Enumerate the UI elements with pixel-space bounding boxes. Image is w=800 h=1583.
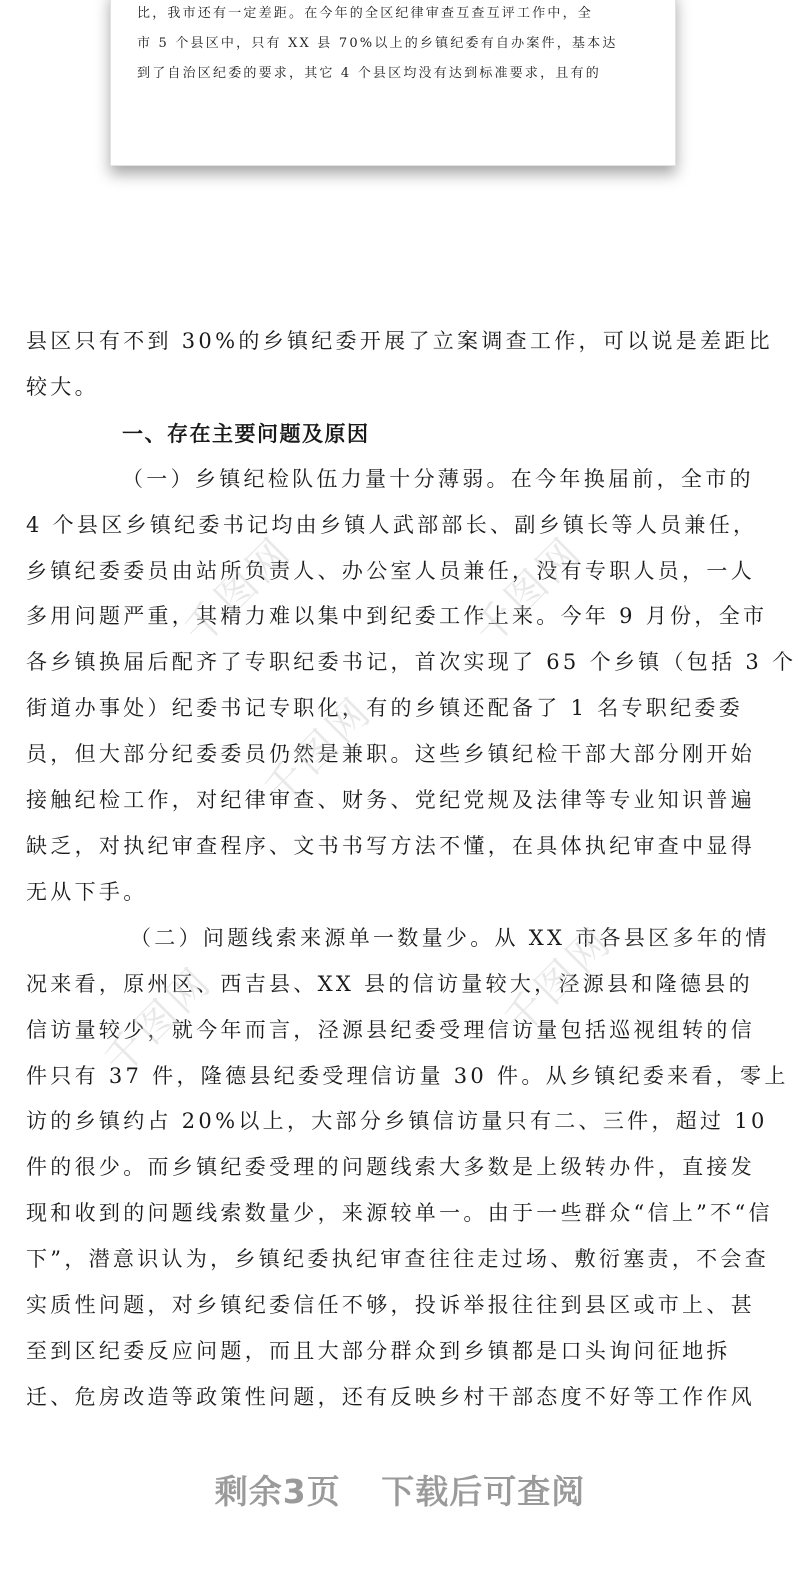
text-line: 接触纪检工作，对纪律审查、财务、党纪党规及法律等专业知识普遍: [26, 788, 755, 813]
text-line: 迁、危房改造等政策性问题，还有反映乡村干部态度不好等工作作风: [26, 1384, 755, 1409]
text-line: （二）问题线索来源单一数量少。从 XX 市各县区多年的情: [130, 925, 770, 950]
download-to-view-label: 下载后可查阅: [381, 1472, 586, 1511]
watermark: 千图网: [175, 528, 302, 654]
text-line: 现和收到的问题线索数量少，来源较单一。由于一些群众“信上”不“信: [26, 1201, 773, 1226]
section-heading: 一、存在主要问题及原因: [122, 420, 370, 446]
text-line: 件只有 37 件，隆德县纪委受理信访量 30 件。从乡镇纪委来看，零上: [26, 1063, 789, 1088]
preview-line: 市 5 个县区中，只有 XX 县 70%以上的乡镇纪委有自办案件，基本达: [137, 36, 618, 51]
text-line: 无从下手。: [26, 879, 148, 904]
text-line: （一）乡镇纪检队伍力量十分薄弱。在今年换届前，全市的: [122, 466, 754, 491]
document-body: [26, 319, 797, 1421]
watermark: 千图网: [255, 688, 382, 814]
remaining-pages-label: 剩余3页: [214, 1472, 341, 1511]
text-line: 员，但大部分纪委委员仍然是兼职。这些乡镇纪检干部大部分刚开始: [26, 742, 755, 767]
text-line: 街道办事处）纪委书记专职化，有的乡镇还配备了 1 名专职纪委委: [26, 696, 744, 721]
text-line: 下”，潜意识认为，乡镇纪委执纪审查往往走过场、敷衍塞责，不会查: [26, 1247, 770, 1272]
text-line: 实质性问题，对乡镇纪委信任不够，投诉举报往往到县区或市上、甚: [26, 1293, 755, 1318]
watermark: 千图网: [495, 918, 622, 1044]
text-line: 各乡镇换届后配齐了专职纪委书记，首次实现了 65 个乡镇（包括 3 个: [26, 650, 797, 675]
text-line: 较大。: [26, 374, 99, 399]
text-line: 件的很少。而乡镇纪委受理的问题线索大多数是上级转办件，直接发: [26, 1155, 755, 1180]
previous-page-preview: [110, 0, 676, 166]
text-line: 县区只有不到 30%的乡镇纪委开展了立案调查工作，可以说是差距比: [26, 329, 773, 353]
preview-line: 比，我市还有一定差距。在今年的全区纪律审查互查互评工作中，全: [137, 6, 594, 21]
watermark: 千图网: [465, 528, 592, 654]
text-line: 至到区纪委反应问题，而且大部分群众到乡镇都是口头询问征地拆: [26, 1338, 731, 1363]
text-line: 缺乏，对执纪审查程序、文书书写方法不懂，在具体执纪审查中显得: [26, 833, 755, 858]
text-line: 4 个县区乡镇纪委书记均由乡镇人武部部长、副乡镇长等人员兼任，: [26, 512, 758, 537]
watermark: 千图网: [95, 958, 222, 1084]
preview-line: 到了自治区纪委的要求，其它 4 个县区均没有达到标准要求，且有的: [137, 66, 601, 81]
text-line: 信访量较少，就今年而言，泾源县纪委受理信访量包括巡视组转的信: [26, 1017, 755, 1042]
text-line: 况来看，原州区、西吉县、XX 县的信访量较大，泾源县和隆德县的: [26, 971, 753, 996]
text-line: 乡镇纪委委员由站所负责人、办公室人员兼任，没有专职人员，一人: [26, 558, 755, 583]
text-line: 多用问题严重，其精力难以集中到纪委工作上来。今年 9 月份，全市: [26, 604, 768, 629]
download-prompt[interactable]: [0, 1466, 800, 1513]
text-line: 访的乡镇约占 20%以上，大部分乡镇信访量只有二、三件，超过 10: [26, 1109, 768, 1134]
